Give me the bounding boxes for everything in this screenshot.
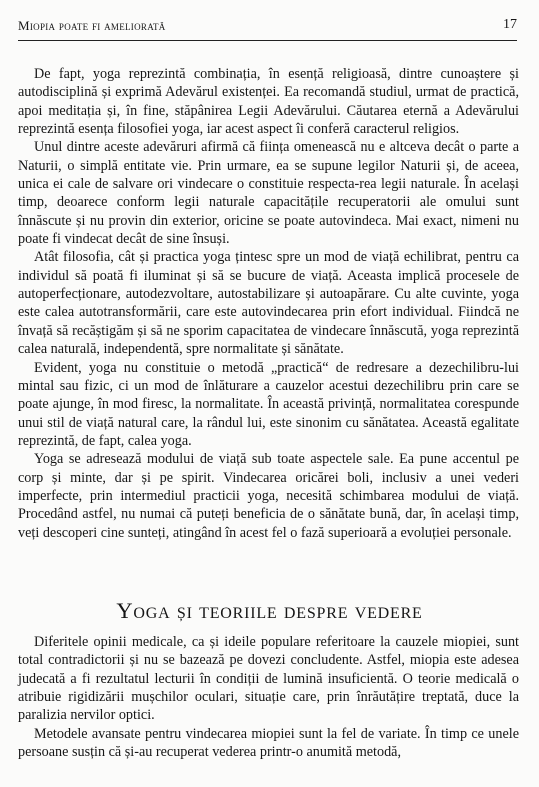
page-number: 17 (503, 17, 517, 32)
paragraph: Metodele avansate pentru vindecarea miopiei sunt la fel de variate. În timp ce unele persoane susțin că și-au recuperat vederea printr-o anumită metodă, (18, 725, 519, 761)
paragraph: Diferitele opinii medicale, ca și ideile populare referitoare la cauzele miopiei, sunt total contradictorii și nu se bazează pe dovezi concludente. Astfel, miopia este adesea judecată a fi rezultatul lecturii în condiții de lumină insuficientă. O teorie medicală o atribuie rigidizării mușchilor oculari, situație care, prin înrăutățire treptată, duce la paralizia nervilor optici. (18, 634, 519, 724)
body-text (18, 65, 519, 542)
paragraph: Unul dintre aceste adevăruri afirmă că ființa omenească nu e altceva decât o parte a Naturii, o simplă entitate vie. Prin urmare, ea se supune legilor Naturii și, de aceea, unica ei cale de salvare ori vindecare o constituie respecta-rea legii naturale. În același timp, deoarece conform legii naturale capacitățile recuperatorii ale omului sunt înnăscute și nu provin din exterior, oricine se poate autovindeca. Mai exact, nimeni nu poate fi vindecat decât de sine însuși. (18, 139, 519, 248)
running-header (18, 16, 517, 41)
paragraph: De fapt, yoga reprezintă combinația, în esență religioasă, dintre cunoaștere și autodisciplină și exprimă Adevărul existenței. Ea recomandă studiul, urmat de practică, apoi meditația și, în fine, stăpânirea Legii Adevărului. Căutarea eternă a Adevărului reprezintă esența filosofiei yoga, iar acest aspect îi conferă caracterul religios. (18, 66, 519, 138)
paragraph: Evident, yoga nu constituie o metodă „practică“ de redresare a dezechilibru-lui mintal sau fizic, ci un mod de înlăturare a cauzelor acestui dezechilibru prin care se poate ajunge, în mod firesc, la normalitate. În această privință, normalitatea corespunde unui stil de viață natural care, la rândul lui, este sinonim cu sănătatea. Această egalitate reprezintă, de fapt, calea yoga. (18, 359, 519, 449)
section-heading: Yoga și teoriile despre vedere (116, 598, 423, 623)
section-body-text (18, 633, 519, 761)
paragraph: Atât filosofia, cât și practica yoga țintesc spre un mod de viață echilibrat, pentru ca individul să poată fi iluminat și să se bucure de viață. Aceasta implică procesele de autoperfecționare, autodezvoltare, autostabilizare și autoapărare. Cu alte cuvinte, yoga este calea autotransformării, care este autovindecarea prin efort individual. Fiindcă ne învață să recăștigăm și să ne sporim capacitatea de vindecare înnăscută, yoga reprezintă calea naturală, independentă, spre normalitate și sănătate. (18, 249, 519, 358)
running-title: Miopia poate fi ameliorată (18, 18, 166, 33)
paragraph: Yoga se adresează modului de viață sub toate aspectele sale. Ea pune accentul pe corp și minte, dar și pe spirit. Vindecarea oricărei boli, inclusiv a unei vederi imperfecte, prin intermediul practicii yoga, necesită schimbarea modului de viață. Procedând astfel, nu numai că puteți beneficia de o sănătate bună, dar, în același timp, veți descoperi cine sunteți, atingând în acest fel o fază superioară a evoluției personale. (18, 451, 519, 541)
